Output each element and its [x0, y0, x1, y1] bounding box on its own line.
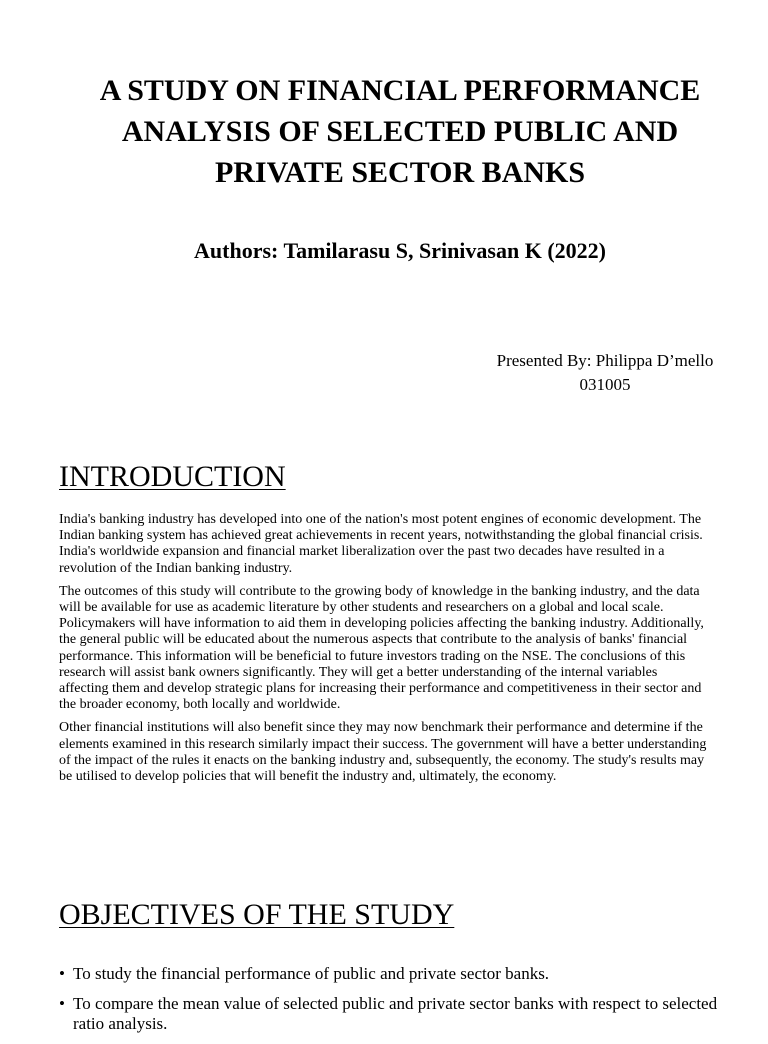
introduction-paragraph: The outcomes of this study will contribute to the growing body of knowledge in the banking industry, and the data will be available for use as academic literature by other students and researchers on a global and local scale. Policymakers will have information to aid them in developing policies affecting the banking industry. Additionally, the general public will be educated about the numerous aspects that contribute to the analysis of banks' financial performance. This information will be beneficial to future investors trading on the NSE. The conclusions of this research will assist bank owners significantly. They will get a better understanding of the internal variables affecting them and develop strategic plans for increasing their performance and competitiveness in their sector and the broader economy, both locally and worldwide. [59, 583, 704, 713]
objectives-list [59, 964, 739, 1044]
title-line: PRIVATE SECTOR BANKS [214, 156, 586, 189]
presenter-block [440, 349, 768, 397]
introduction-slide [0, 428, 768, 878]
introduction-paragraph: India's banking industry has developed into one of the nation's most potent engines of economic development. The Indian banking system has achieved great achievements in recent years, notwithstanding the global financial crisis. India's worldwide expansion and financial market liberalization over the past two decades have resulted in a revolution of the Indian banking industry. [59, 512, 703, 576]
introduction-paragraph: Other financial institutions will also benefit since they may now benchmark their performance and determine if the elements examined in this research similarly impact their success. The government will have a better understanding of the impact of the rules it enacts on the banking industry and, subsequently, the economy. The study's results may be utilised to develop policies that will benefit the industry and, ultimately, the economy. [59, 720, 707, 785]
objectives-slide [0, 878, 768, 1033]
introduction-body [59, 512, 709, 792]
list-item [59, 964, 739, 984]
objectives-heading: OBJECTIVES OF THE STUDY [59, 898, 455, 931]
objective-text: To study the financial performance of public and private sector banks. [73, 964, 550, 983]
bullet-icon: • [59, 994, 65, 1013]
presenter-name: Presented By: Philippa D’mello [496, 351, 714, 370]
authors-line: Authors: Tamilarasu S, Srinivasan K (2022) [194, 238, 606, 263]
title-line: A STUDY ON FINANCIAL PERFORMANCE [99, 74, 701, 107]
title-line: ANALYSIS OF SELECTED PUBLIC AND [121, 115, 679, 148]
presenter-id: 031005 [579, 375, 631, 394]
title-slide [0, 0, 768, 428]
list-item [59, 994, 739, 1034]
bullet-icon: • [59, 964, 65, 983]
introduction-heading: INTRODUCTION [59, 460, 286, 493]
presentation-title [40, 70, 760, 193]
objective-text: To compare the mean value of selected public and private sector banks with respect to selected ratio analysis. [73, 994, 718, 1033]
